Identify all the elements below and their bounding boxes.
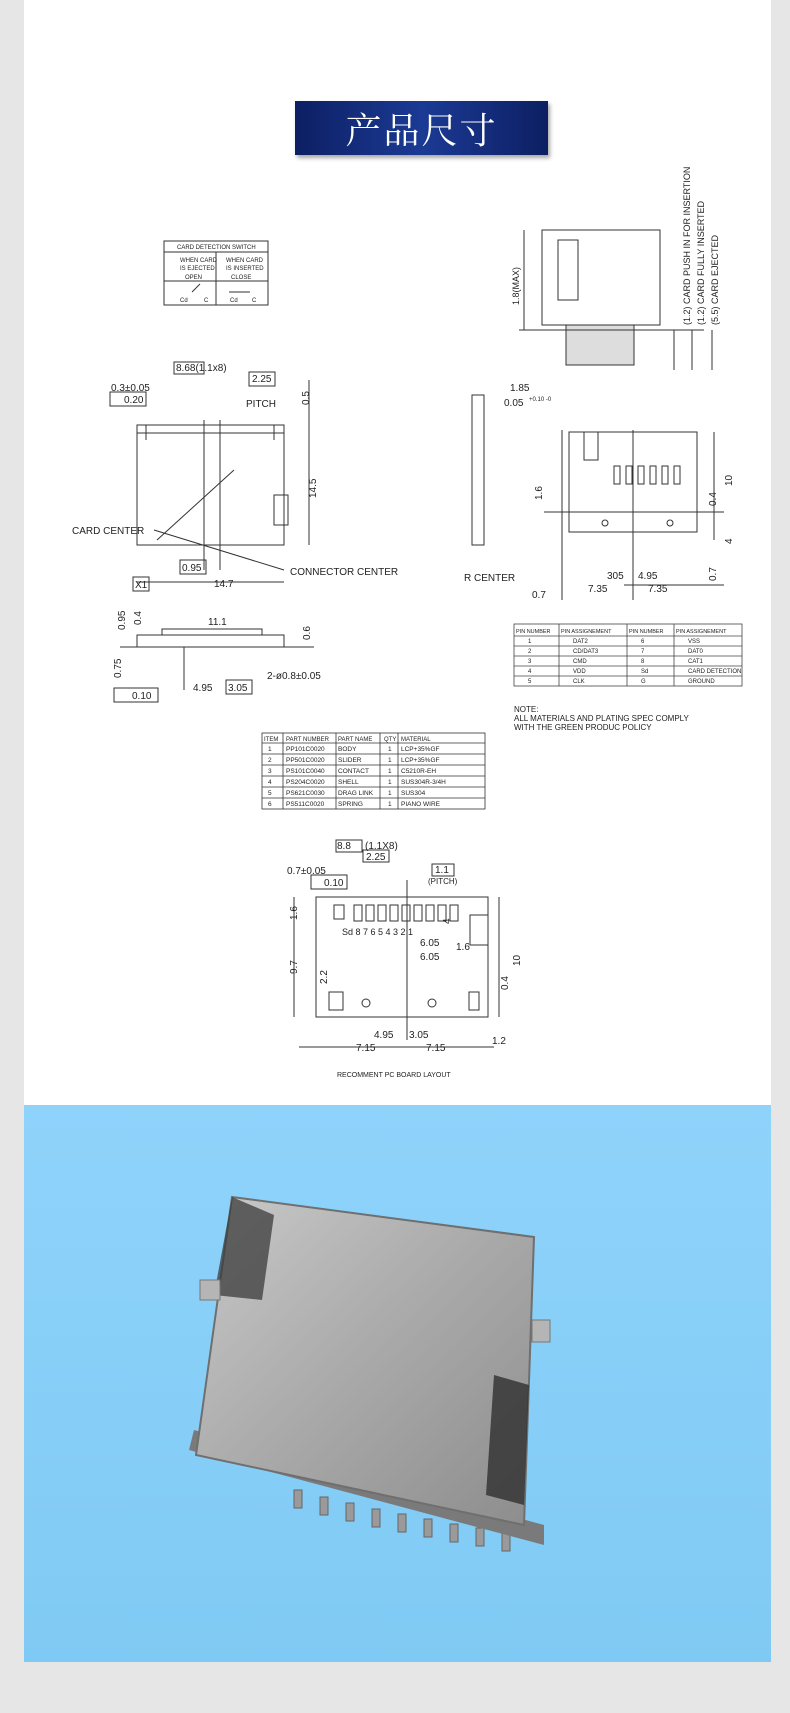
dim-04b: 0.4	[133, 611, 144, 625]
dim-height: 1.8(MAX)	[511, 266, 521, 305]
layout-16: 1.6	[289, 906, 300, 920]
dim-305: 305	[607, 571, 624, 582]
parts-table-cell: PIANO WIRE	[401, 801, 441, 808]
layout-10: 10	[512, 954, 523, 966]
pin-table-cell: DAT2	[573, 639, 588, 645]
parts-table-cell: PS204C0020	[286, 779, 325, 786]
product-photo	[24, 1105, 771, 1662]
dim-03: 0.3±0.05	[111, 383, 150, 394]
pin-table-cell: G	[641, 679, 646, 685]
switch-c1c: OPEN	[185, 275, 203, 281]
parts-table-header: PART NAME	[338, 737, 373, 743]
parts-table-cell: SHELL	[338, 779, 359, 786]
dim-05: 0.5	[301, 391, 312, 405]
parts-table-cell: SUS304	[401, 790, 426, 797]
parts-table-cell: PS101C0040	[286, 768, 325, 775]
layout-tol: 0.10	[324, 878, 344, 889]
layout-4: 4	[442, 918, 453, 924]
layout-605a: 6.05	[420, 938, 440, 949]
parts-table-cell: DRAG LINK	[338, 790, 374, 797]
layout-pitch: (PITCH)	[428, 877, 458, 886]
layout-605b: 6.05	[420, 952, 440, 963]
pin-table-cell: Sd	[641, 669, 649, 675]
parts-table-cell: LCP+35%GF	[401, 757, 440, 764]
x1-label: X1	[135, 580, 148, 591]
dim-holes: 2-ø0.8±0.05	[267, 671, 321, 682]
pin-table-cell: DAT0	[688, 649, 703, 655]
dimension-sheet	[24, 0, 771, 1105]
switch-c1b: IS EJECTED	[180, 266, 215, 272]
parts-table-cell: 4	[268, 779, 272, 786]
pin-table-cell: VDD	[573, 669, 586, 675]
pin-table-cell: 3	[528, 659, 532, 665]
parts-table-cell: PP101C0020	[286, 746, 325, 753]
pin-table-header: PIN ASSIGNEMENT	[676, 629, 727, 635]
parts-table-cell: 2	[268, 757, 272, 764]
layout-22: 2.2	[319, 970, 330, 984]
connector-image	[24, 1105, 771, 1662]
parts-table-cell: C5210R-EH	[401, 768, 437, 775]
pin-table-header: PIN ASSIGNEMENT	[561, 629, 612, 635]
parts-table-cell: PS511C0020	[286, 801, 325, 808]
note-1: NOTE:	[514, 705, 539, 714]
top-view	[72, 363, 398, 591]
switch-c2a: WHEN CARD	[226, 258, 263, 264]
dim-07a: 0.7	[532, 590, 546, 601]
parts-table-cell: 1	[388, 801, 392, 808]
note-push: (1.2) CARD PUSH IN FOR INSERTION	[682, 166, 692, 325]
layout-07: 0.7±0.05	[287, 866, 326, 877]
pin-table-cell: CARD DETECTION	[688, 669, 742, 675]
dim-225: 2.25	[252, 374, 272, 385]
parts-table-cell: BODY	[338, 746, 357, 753]
dim-06: 0.6	[302, 626, 313, 640]
pin-table-cell: 5	[528, 679, 532, 685]
parts-table-cell: 6	[268, 801, 272, 808]
layout-715a: 7.15	[356, 1043, 376, 1054]
dim-07b: 0.7	[708, 567, 719, 581]
parts-table-header: PART NUMBER	[286, 737, 330, 743]
layout-88: 8.8	[337, 841, 351, 852]
dim-095b: 0.95	[117, 610, 128, 630]
pin-table-cell: VSS	[688, 639, 701, 645]
dim-4: 4	[724, 538, 735, 544]
dim-075: 0.75	[113, 658, 124, 678]
dim-005: 0.05	[504, 398, 524, 409]
dim-10: 10	[724, 474, 735, 486]
layout-97: 9.7	[289, 960, 300, 974]
card-center-label: CARD CENTER	[72, 526, 145, 537]
dim-185: 1.85	[510, 383, 530, 394]
dim-111: 11.1	[208, 617, 227, 628]
parts-table-cell: 5	[268, 790, 272, 797]
layout-04: 0.4	[500, 976, 511, 990]
pin-table-cell: GROUND	[688, 679, 715, 685]
parts-table-header: MATERIAL	[401, 737, 431, 743]
note-3: WITH THE GREEN PRODUC POLICY	[514, 723, 652, 732]
parts-table-cell: SLIDER	[338, 757, 362, 764]
note-inserted: (1.2) CARD FULLY INSERTED	[696, 200, 706, 325]
layout-caption: RECOMMENT PC BOARD LAYOUT	[337, 1072, 451, 1079]
switch-c2b: IS INSERTED	[226, 266, 264, 272]
r-center-label: R CENTER	[464, 573, 516, 584]
note-ejected: (5.5) CARD EJECTED	[710, 234, 720, 325]
pin-table-cell: 8	[641, 659, 645, 665]
dim-495b: 4.95	[193, 683, 213, 694]
switch-c1a: WHEN CARD	[180, 258, 217, 264]
pin-table-cell: 4	[528, 669, 532, 675]
connector-center-label: CONNECTOR CENTER	[290, 567, 399, 578]
layout-305: 3.05	[409, 1030, 429, 1041]
parts-table-header: QTY	[384, 737, 397, 743]
dim-16: 1.6	[534, 486, 545, 500]
tol-020: 0.20	[124, 395, 144, 406]
parts-table-cell: 1	[268, 746, 272, 753]
layout-pins: Sd 8 7 6 5 4 3 2 1	[342, 927, 414, 937]
pin-table-cell: 6	[641, 639, 645, 645]
pin-table-cell: CLK	[573, 679, 585, 685]
flat-tol: 0.10	[132, 691, 152, 702]
parts-table-cell: SUS304R-3/4H	[401, 779, 446, 786]
parts-table-cell: 1	[388, 768, 392, 775]
layout-16b: 1.6	[456, 942, 470, 953]
note	[514, 705, 690, 732]
parts-table-cell: CONTACT	[338, 768, 369, 775]
parts-table-cell: 3	[268, 768, 272, 775]
parts-table-cell: PP501C0020	[286, 757, 325, 764]
layout-715b: 7.15	[426, 1043, 446, 1054]
pin-table-cell: 2	[528, 649, 532, 655]
switch-box	[177, 245, 264, 304]
pin-table-header: PIN NUMBER	[516, 629, 551, 635]
dim-495: 4.95	[638, 571, 658, 582]
dim-305b: 3.05	[228, 683, 248, 694]
switch-pin-1: Cd	[180, 298, 188, 304]
dim-04: 0.4	[708, 492, 719, 506]
parts-table-header: ITEM	[264, 737, 279, 743]
dim-145: 14.5	[308, 478, 319, 498]
banner-title: 产品尺寸	[345, 110, 498, 152]
pitch-label: PITCH	[246, 399, 276, 410]
pin-table-cell: CMD	[573, 659, 587, 665]
switch-pin-2: C	[204, 298, 209, 304]
parts-table-cell: 1	[388, 746, 392, 753]
pin-table-cell: CD/DAT3	[573, 649, 599, 655]
right-view	[464, 383, 735, 601]
dim-735a: 7.35	[588, 584, 608, 595]
switch-c2c: CLOSE	[231, 275, 252, 281]
pin-table-cell: 1	[528, 639, 532, 645]
parts-table-cell: LCP+35%GF	[401, 746, 440, 753]
layout-11: 1.1	[435, 865, 449, 876]
parts-table-cell: PS621C0030	[286, 790, 325, 797]
switch-pin-4: C	[252, 298, 257, 304]
parts-table-cell: 1	[388, 779, 392, 786]
layout-495: 4.95	[374, 1030, 394, 1041]
parts-table	[264, 737, 446, 808]
parts-table-cell: 1	[388, 757, 392, 764]
note-2: ALL MATERIALS AND PLATING SPEC COMPLY	[514, 714, 689, 723]
pin-table-cell: CAT1	[688, 659, 703, 665]
layout-88b: (1.1X8)	[365, 841, 398, 852]
pin-table-header: PIN NUMBER	[629, 629, 664, 635]
switch-pin-3: Cd	[230, 298, 238, 304]
parts-table-cell: SPRING	[338, 801, 363, 808]
pin-table-cell: 7	[641, 649, 645, 655]
dim-868: 8.68(1.1x8)	[176, 363, 227, 374]
technical-drawing	[24, 0, 771, 1105]
dim-147: 14.7	[214, 579, 234, 590]
switch-title: CARD DETECTION SWITCH	[177, 245, 256, 251]
dim-005-tol: +0.10 -0	[529, 397, 552, 403]
dim-735b: 7.35	[648, 584, 668, 595]
dim-095: 0.95	[182, 563, 202, 574]
layout-12: 1.2	[492, 1036, 506, 1047]
pin-table	[516, 629, 741, 685]
layout-225: 2.25	[366, 852, 386, 863]
parts-table-cell: 1	[388, 790, 392, 797]
